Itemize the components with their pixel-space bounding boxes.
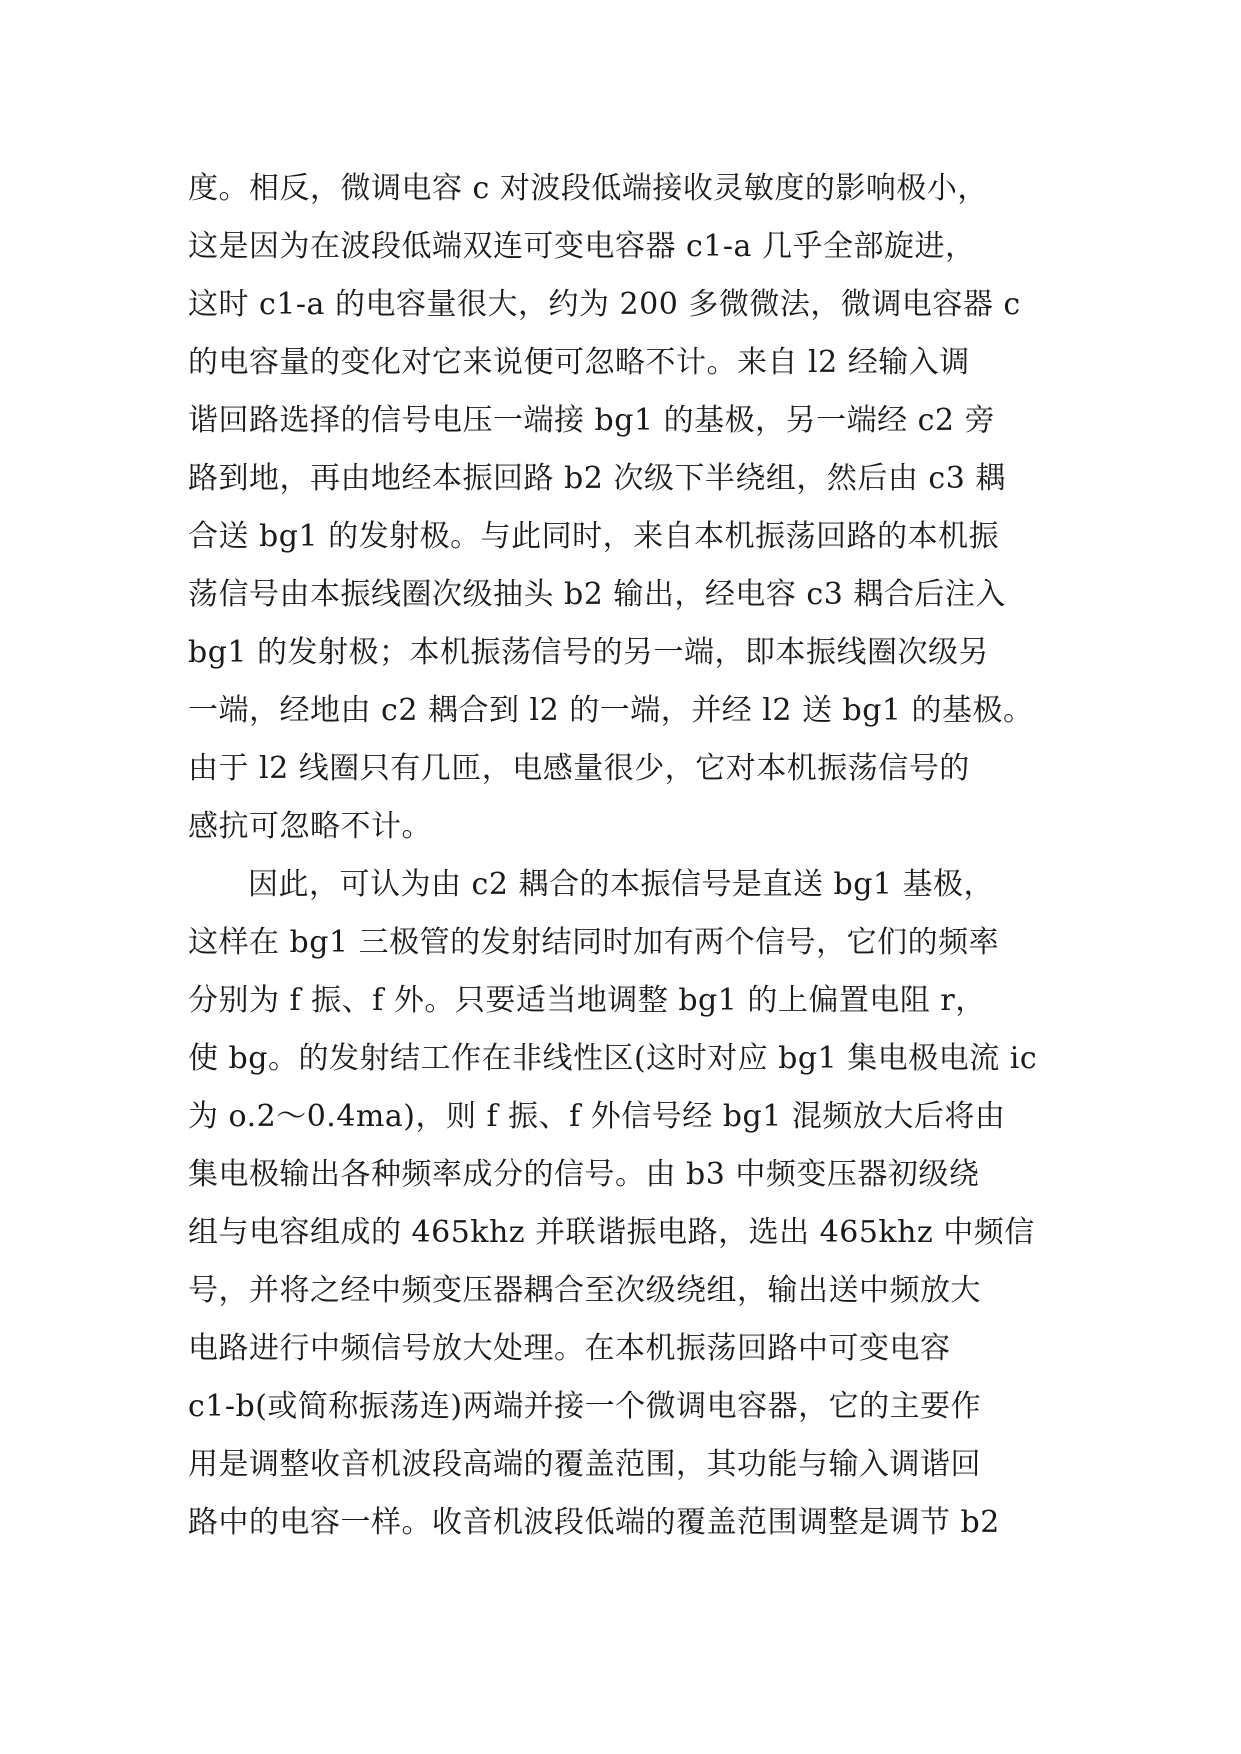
text-line: 由于 l2 线圈只有几匝，电感量很少，它对本机振荡信号的 bbox=[188, 751, 970, 786]
text-line: bg1 的发射极；本机振荡信号的另一端，即本振线圈次级另 bbox=[188, 635, 990, 670]
text-line: 组与电容组成的 465khz 并联谐振电路，选出 465khz 中频信 bbox=[188, 1215, 1035, 1250]
text-line: 用是调整收音机波段高端的覆盖范围，其功能与输入调谐回 bbox=[188, 1447, 981, 1482]
text-line: 集电极输出各种频率成分的信号。由 b3 中频变压器初级绕 bbox=[188, 1157, 980, 1192]
text-line: 路到地，再由地经本振回路 b2 次级下半绕组，然后由 c3 耦 bbox=[188, 461, 1006, 496]
text-line: 谐回路选择的信号电压一端接 bg1 的基极，另一端经 c2 旁 bbox=[188, 403, 996, 438]
text-line: 这样在 bg1 三极管的发射结同时加有两个信号，它们的频率 bbox=[188, 925, 1000, 960]
text-line: 的电容量的变化对它来说便可忽略不计。来自 l2 经输入调 bbox=[188, 345, 970, 380]
text-line: c1-b(或简称振荡连)两端并接一个微调电容器，它的主要作 bbox=[188, 1389, 982, 1424]
text-line: 分别为 f 振、f 外。只要适当地调整 bg1 的上偏置电阻 r， bbox=[188, 983, 986, 1018]
text-line: 路中的电容一样。收音机波段低端的覆盖范围调整是调节 b2 bbox=[188, 1505, 1000, 1540]
text-line: 度。相反，微调电容 c 对波段低端接收灵敏度的影响极小， bbox=[188, 171, 988, 206]
text-line: 为 o.2～0.4ma)，则 f 振、f 外信号经 bg1 混频放大后将由 bbox=[188, 1099, 1006, 1134]
text-line: 这时 c1-a 的电容量很大，约为 200 多微微法，微调电容器 c bbox=[188, 287, 1021, 322]
text-line: 荡信号由本振线圈次级抽头 b2 输出，经电容 c3 耦合后注入 bbox=[188, 577, 1006, 612]
paragraph-start-line: 因此，可认为由 c2 耦合的本振信号是直送 bg1 基极， bbox=[248, 867, 995, 902]
text-line: 号，并将之经中频变压器耦合至次级绕组，输出送中频放大 bbox=[188, 1273, 981, 1308]
text-line: 感抗可忽略不计。 bbox=[188, 809, 432, 844]
text-line: 合送 bg1 的发射极。与此同时，来自本机振荡回路的本机振 bbox=[188, 519, 1000, 554]
text-line: 这是因为在波段低端双连可变电容器 c1-a 几乎全部旋进， bbox=[188, 229, 976, 264]
text-line: 使 bg。的发射结工作在非线性区(这时对应 bg1 集电极电流 ic bbox=[188, 1041, 1038, 1076]
text-line: 电路进行中频信号放大处理。在本机振荡回路中可变电容 bbox=[188, 1331, 951, 1366]
text-line: 一端，经地由 c2 耦合到 l2 的一端，并经 l2 送 bg1 的基极。 bbox=[188, 693, 1034, 728]
body-text bbox=[188, 160, 1068, 1552]
